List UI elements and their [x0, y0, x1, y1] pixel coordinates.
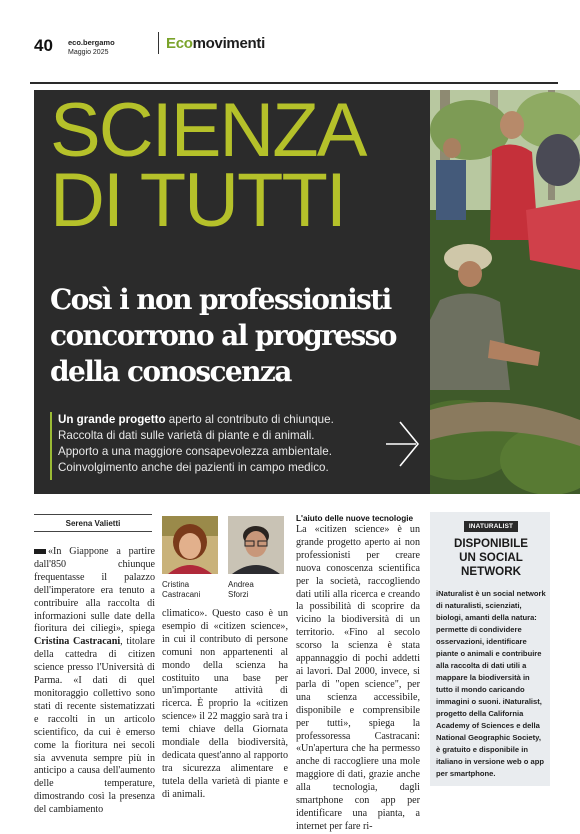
column1-name: Cristina Castracani [34, 636, 121, 648]
headline [50, 88, 366, 243]
caption1-line2: Castracani [162, 590, 201, 599]
caption2-line2: Sforzi [228, 590, 249, 599]
arrow-right-icon [384, 418, 420, 470]
headline-line1: SCIENZA [50, 88, 366, 173]
sidebar-title [436, 537, 546, 579]
teaser-bold: Un grande progetto [58, 413, 166, 426]
teaser [58, 412, 378, 476]
portrait-photo-2 [228, 516, 284, 574]
teaser-line2: Raccolta di dati sulle varietà di piante e di animali. [58, 429, 315, 442]
article-column-1 [34, 546, 155, 817]
byline-rule-bottom [34, 531, 152, 532]
sidebar-title-line1: DISPONIBILE [453, 537, 529, 550]
paragraph-marker-icon [34, 549, 46, 554]
sidebar-title-line2: UN SOCIAL [459, 551, 523, 564]
portrait-photo-1 [162, 516, 218, 574]
byline: Serena Valietti [65, 519, 121, 528]
headline-line2: DI TUTTI [50, 158, 346, 243]
teaser-line4: Coinvolgimento anche dei pazienti in campo medico. [58, 461, 329, 474]
sidebar-title-line3: NETWORK [461, 565, 521, 578]
caption1-line1: Cristina [162, 580, 190, 589]
section-name-rest: movimenti [192, 35, 265, 52]
hero-photo [430, 90, 580, 494]
column1-text-a: «In Giappone a partire dall'850 chiunque frequentasse il palazzo dell'imperatore era tenuto a contribuire alla raccolta di informazioni sulle date della fioritura dei ciliegi», spiega [34, 546, 155, 635]
column3-heading: L'aiuto delle nuove tecnologie [296, 514, 414, 523]
header-divider [158, 32, 159, 54]
sidebar-badge: INATURALIST [464, 521, 518, 532]
portrait-caption-2 [228, 580, 288, 600]
article-column-2: climatico». Questo caso è un esempio di «citizen science», in cui il contributo di persone comuni non appartenenti al mondo della scienza ha costituito una base per un'importante attività di ricerca. È proprio la «citizen science» il 22 maggio sarà tra i temi chiave della Giornata mondiale della biodiversità, dedicata quest'anno al rapporto tra sicurezza alimentare e tutela della varietà di piante e di animali. [162, 608, 288, 800]
subheadline-line2: concorrono al progresso [50, 319, 396, 352]
byline-rule-top [34, 514, 152, 515]
sidebar-text: iNaturalist è un social network di naturalisti, scienziati, biologi, amanti della natura: permette di condividere osservazioni, identificare piante o animali e contribuire alla raccolta di dati utili a mappare la biodiversità in tutto il mondo caricando immagini o suoni. iNaturalist, progetto della California Academy of Sciences e della National Geographic Society, è gratuito e disponibile in italiano in versione web o app per smartphone. [436, 589, 546, 778]
page-number: 40 [34, 36, 53, 55]
section-name-eco: Eco [166, 35, 193, 52]
publication-name: eco.bergamo [68, 38, 115, 47]
caption2-line1: Andrea [228, 580, 254, 589]
article-column-3: La «citizen science» è un grande progetto aperto ai non professionisti per creare nuova conoscenza scientifica per la società, raccogliendo dati utili alla ricerca e creando la possibilità di scoprire da vicino la biodiversità di un territorio. «Fino al secolo scorso la scienza è stata appannaggio di pochi addetti ai lavori. Dal 2000, invece, si parla di "open science", per una scienza accessibile, disponibile e comprensibile per tutti», spiega la professoressa Castracani: «Un'apertura che ha permesso anche di raccogliere una mole maggiore di dati, grazie anche alla tecnologia, dagli smartphone con app per identificare una pianta, a internet per fare ri- [296, 524, 420, 832]
subheadline [50, 282, 396, 390]
subheadline-line1: Così i non professionisti [50, 283, 391, 316]
teaser-accent-bar [50, 412, 52, 480]
column1-text-b: , titolare della cattedra di citizen science presso l'Università di Parma. «I dati di quel monitoraggio collettivo sono stati di recente sistematizzati e raccolti in un articolo scientifico, da cui è emerso come la fioritura nei secoli sia avvenuta sempre più in anticipo a causa dell'aumento delle temperature, dimostrando così la presenza del cambiamento [34, 636, 155, 816]
section-name [166, 35, 265, 52]
publication-info [68, 38, 115, 57]
teaser-line3: Apporto a una maggiore consapevolezza ambientale. [58, 445, 332, 458]
header-rule [30, 82, 558, 84]
issue-date: Maggio 2025 [68, 49, 109, 56]
portrait-caption-1 [162, 580, 222, 600]
teaser-line1: aperto al contributo di chiunque. [165, 413, 334, 426]
subheadline-line3: della conoscenza [50, 355, 291, 388]
